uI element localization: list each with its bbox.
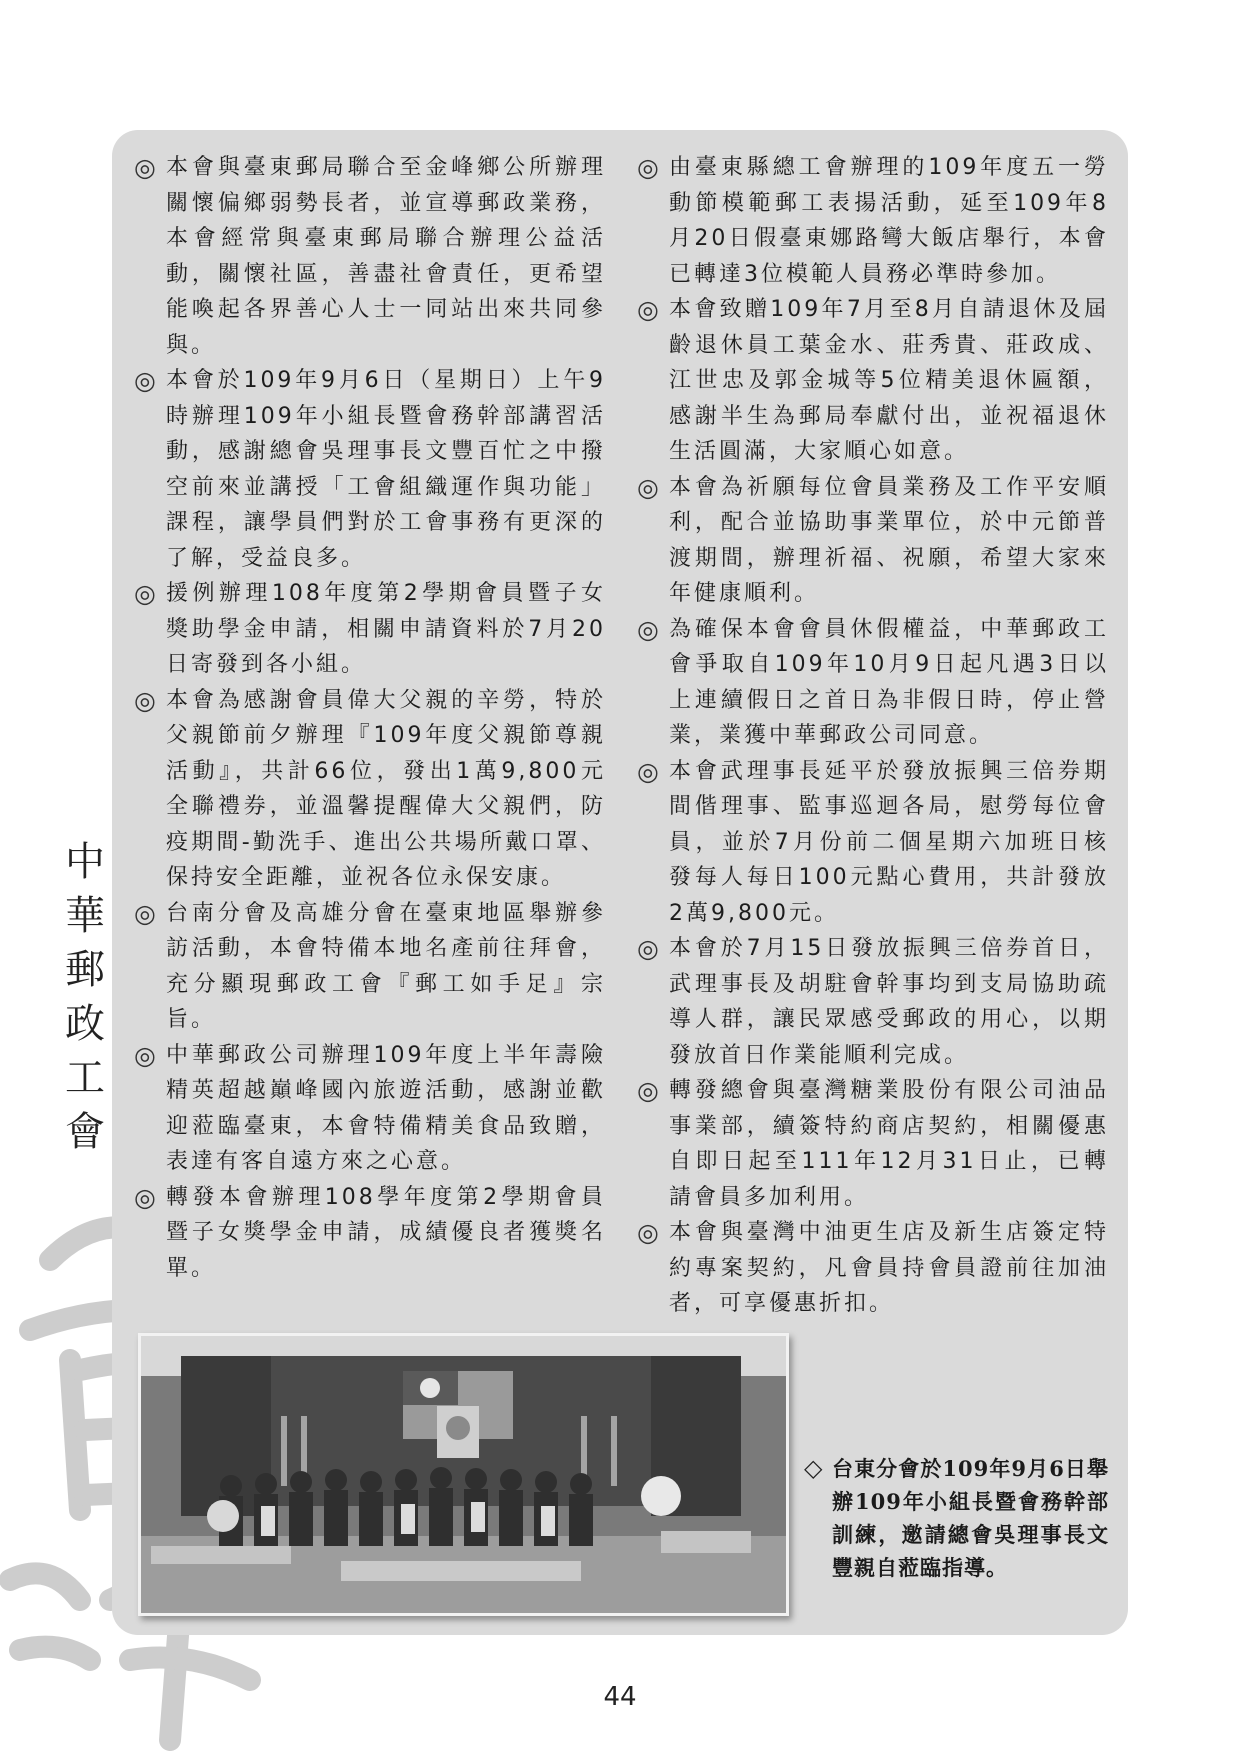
bullet-icon: ◎ [134,1182,156,1212]
news-item-text: 轉發本會辦理108學年度第2學期會員暨子女獎學金申請，成績優良者獲獎名單。 [166,1184,606,1281]
side-title-char: 會 [65,1109,105,1155]
bullet-icon: ◎ [637,614,659,644]
news-item-text: 中華郵政公司辦理109年度上半年壽險精英超越巔峰國內旅遊活動，感謝並歡迎蒞臨臺東，本會特備精美食品致贈，表達有客自遠方來之心意。 [166,1042,606,1174]
side-title [60,835,110,1159]
news-item-text: 為確保本會會員休假權益，中華郵政工會爭取自109年10月9日起凡遇3日以上連續假日之首日為非假日時，停止營業，業獲中華郵政公司同意。 [669,616,1109,748]
bullet-icon: ◎ [134,898,156,928]
bullet-icon: ◎ [134,1040,156,1070]
group-photo-image [141,1336,786,1613]
news-item-text: 本會致贈109年7月至8月自請退休及屆齡退休員工葉金水、莊秀貴、莊政成、江世忠及郭金城等5位精美退休匾額，感謝半生為郵局奉獻付出，並祝福退休生活圓滿，大家順心如意。 [669,297,1109,464]
side-title-char: 華 [65,893,105,939]
bullet-icon: ◎ [637,295,659,324]
news-item-text: 由臺東縣總工會辦理的109年度五一勞動節模範郵工表揚活動，延至109年8月20日假臺東娜路彎大飯店舉行，本會已轉達3位模範人員務必準時參加。 [669,155,1109,287]
bullet-icon: ◎ [134,153,156,182]
bullet-icon: ◎ [134,366,156,395]
bullet-icon: ◎ [134,685,156,715]
news-item [134,683,606,896]
bullet-icon: ◎ [637,756,659,786]
group-photo [138,1333,789,1616]
photo-caption [804,1452,1109,1584]
news-item-text: 援例辦理108年度第2學期會員暨子女獎助學金申請，相關申請資料於7月20日寄發到各小組。 [166,581,606,677]
right-column [637,150,1109,1322]
page-number: 44 [603,1682,637,1712]
news-item [134,576,606,683]
news-item [637,612,1109,754]
side-title-char: 工 [65,1055,105,1101]
news-item-text: 本會與臺灣中油更生店及新生店簽定特約專案契約，凡會員持會員證前往加油者，可享優惠折扣。 [669,1220,1109,1316]
news-item [637,470,1109,612]
news-item-text: 本會於109年9月6日（星期日）上午9時辦理109年小組長暨會務幹部講習活動，感謝總會吳理事長文豐百忙之中撥空前來並講授「工會組織運作與功能」課程，讓學員們對於工會事務有更深的了解，受益良多。 [166,368,606,571]
bullet-icon: ◎ [637,1218,659,1247]
bullet-icon: ◎ [637,153,659,182]
news-item-text: 轉發總會與臺灣糖業股份有限公司油品事業部，續簽特約商店契約，相關優惠自即日起至111年12月31日止，已轉請會員多加利用。 [669,1078,1109,1210]
news-item-text: 本會武理事長延平於發放振興三倍券期間偕理事、監事巡迴各局，慰勞每位會員，並於7月份前二個星期六加班日核發每人每日100元點心費用，共計發放2萬9,800元。 [669,758,1109,926]
news-item [637,931,1109,1073]
diamond-icon: ◇ [804,1454,823,1482]
news-item [637,754,1109,932]
side-title-char: 政 [65,1001,105,1047]
news-item [637,292,1109,470]
bullet-icon: ◎ [134,579,156,608]
news-item-text: 本會為感謝會員偉大父親的辛勞，特於父親節前夕辦理『109年度父親節尊親活動』，共計66位，發出1萬9,800元全聯禮券，並溫馨提醒偉大父親們，防疫期間-勤洗手、進出公共場所戴口罩、保持安全距離，並祝各位永保安康。 [166,687,606,890]
caption-text: 台東分會於109年9月6日舉辦109年小組長暨會務幹部訓練，邀請總會吳理事長文豐親自蒞臨指導。 [832,1456,1109,1580]
bullet-icon: ◎ [637,472,659,502]
news-item [637,150,1109,292]
news-item-text: 本會於7月15日發放振興三倍券首日，武理事長及胡駐會幹事均到支局協助疏導人群，讓民眾感受郵政的用心，以期發放首日作業能順利完成。 [669,936,1109,1068]
news-item [134,150,606,363]
bullet-icon: ◎ [637,934,659,963]
news-item [134,1038,606,1180]
side-title-char: 中 [65,839,105,885]
news-item [134,1180,606,1287]
news-item [134,363,606,576]
left-column [134,150,606,1286]
news-item-text: 本會為祈願每位會員業務及工作平安順利，配合並協助事業單位，於中元節普渡期間，辦理祈福、祝願，希望大家來年健康順利。 [669,474,1109,606]
news-item [637,1073,1109,1215]
news-item [134,896,606,1038]
news-item-text: 本會與臺東郵局聯合至金峰鄉公所辦理關懷偏鄉弱勢長者，並宣導郵政業務，本會經常與臺東郵局聯合辦理公益活動，關懷社區，善盡社會責任，更希望能喚起各界善心人士一同站出來共同參與。 [166,155,606,358]
news-item [637,1215,1109,1322]
side-title-char: 郵 [65,947,105,993]
bullet-icon: ◎ [637,1076,659,1105]
news-item-text: 台南分會及高雄分會在臺東地區舉辦參訪活動，本會特備本地名產前往拜會，充分顯現郵政工會『郵工如手足』宗旨。 [166,900,606,1032]
